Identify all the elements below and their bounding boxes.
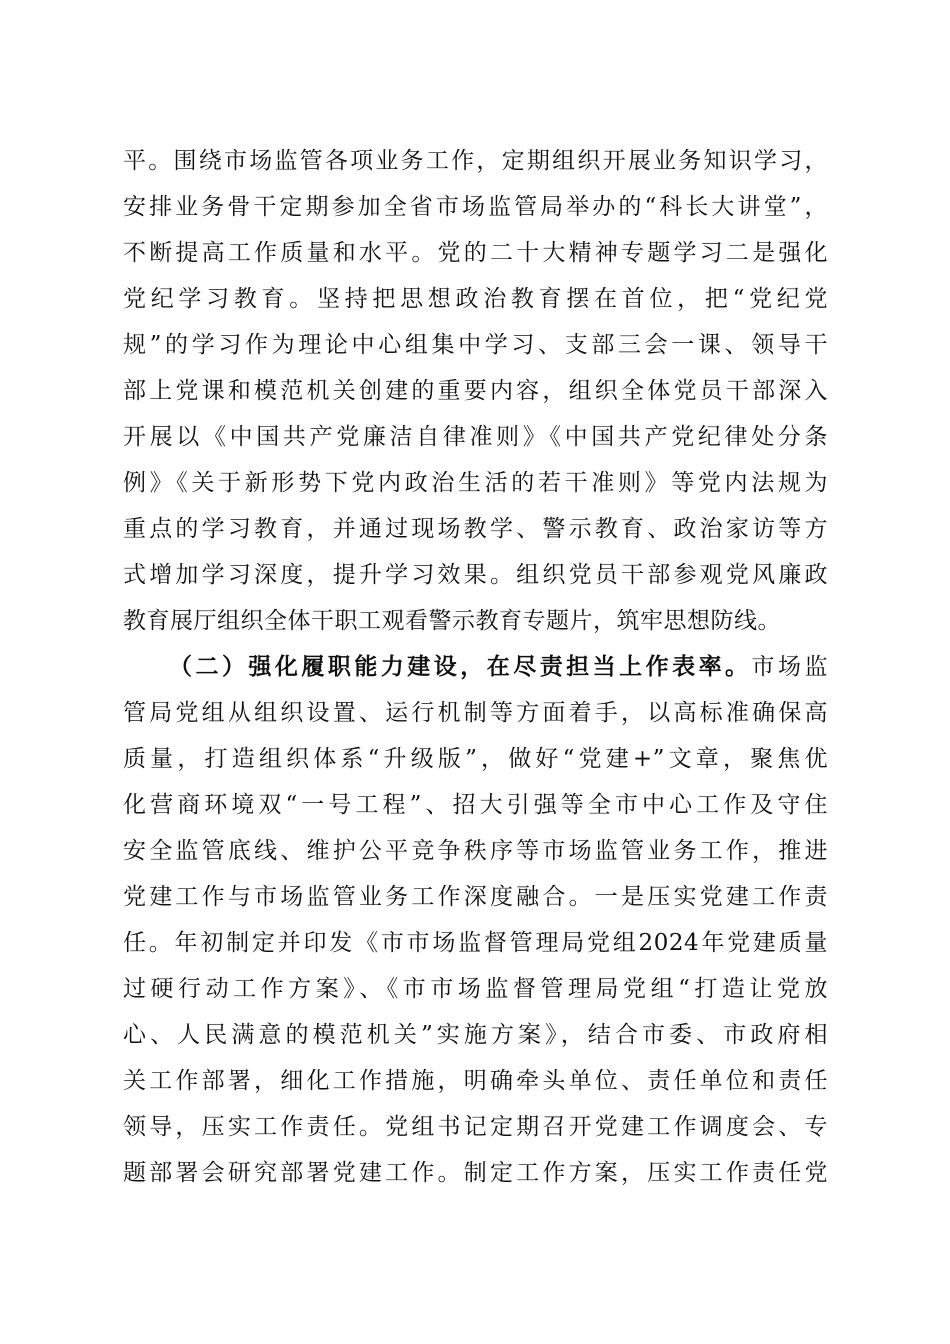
section-heading: （二）强化履职能力建设，在尽责担当上作表率。 <box>169 653 752 680</box>
text-line: 式增加学习深度，提升学习效果。组织党员干部参观党风廉政 <box>123 562 828 588</box>
body-text <box>123 138 828 1196</box>
text-line: 关工作部署，细化工作措施，明确牵头单位、责任单位和责任 <box>123 1068 828 1094</box>
text-line: 管局党组从组织设置、运行机制等方面着手，以高标准确保高 <box>123 700 828 726</box>
paragraph-1 <box>123 138 828 644</box>
text-line: 安全监管底线、维护公平竞争秩序等市场监管业务工作，推进 <box>123 838 828 864</box>
text-line: 任。年初制定并印发《市市场监督管理局党组2024年党建质量 <box>123 930 828 956</box>
text-line: 开展以《中国共产党廉洁自律准则》《中国共产党纪律处分条 <box>123 424 828 450</box>
text-line: 党纪学习教育。坚持把思想政治教育摆在首位，把“党纪党 <box>123 286 828 312</box>
text-line: 安排业务骨干定期参加全省市场监管局举办的“科长大讲堂”， <box>123 194 828 220</box>
text-line: 规”的学习作为理论中心组集中学习、支部三会一课、领导干 <box>123 332 828 358</box>
text-line: 重点的学习教育，并通过现场教学、警示教育、政治家访等方 <box>123 516 828 542</box>
text-line: 平。围绕市场监管各项业务工作，定期组织开展业务知识学习， <box>123 148 828 174</box>
section-heading-line <box>123 644 828 690</box>
text-line: 部上党课和模范机关创建的重要内容，组织全体党员干部深入 <box>123 378 828 404</box>
text-line: 领导，压实工作责任。党组书记定期召开党建工作调度会、专 <box>123 1114 828 1140</box>
text-line: 例》《关于新形势下党内政治生活的若干准则》等党内法规为 <box>123 470 828 496</box>
text-line: 过硬行动工作方案》、《市市场监督管理局党组“打造让党放 <box>123 976 828 1002</box>
text-line: 党建工作与市场监管业务工作深度融合。一是压实党建工作责 <box>123 884 828 910</box>
text-line: 心、人民满意的模范机关”实施方案》，结合市委、市政府相 <box>123 1022 828 1048</box>
text-line: 不断提高工作质量和水平。党的二十大精神专题学习二是强化 <box>123 240 828 266</box>
paragraph-2 <box>123 644 828 1196</box>
text-line: 化营商环境双“一号工程”、招大引强等全市中心工作及守住 <box>123 792 828 818</box>
heading-line-rest: 市场监 <box>751 654 829 680</box>
text-line: 题部署会研究部署党建工作。制定工作方案，压实工作责任党 <box>123 1160 828 1186</box>
text-line: 质量，打造组织体系“升级版”，做好“党建+”文章，聚焦优 <box>123 746 828 772</box>
text-line: 教育展厅组织全体干职工观看警示教育专题片，筑牢思想防线。 <box>123 608 781 634</box>
